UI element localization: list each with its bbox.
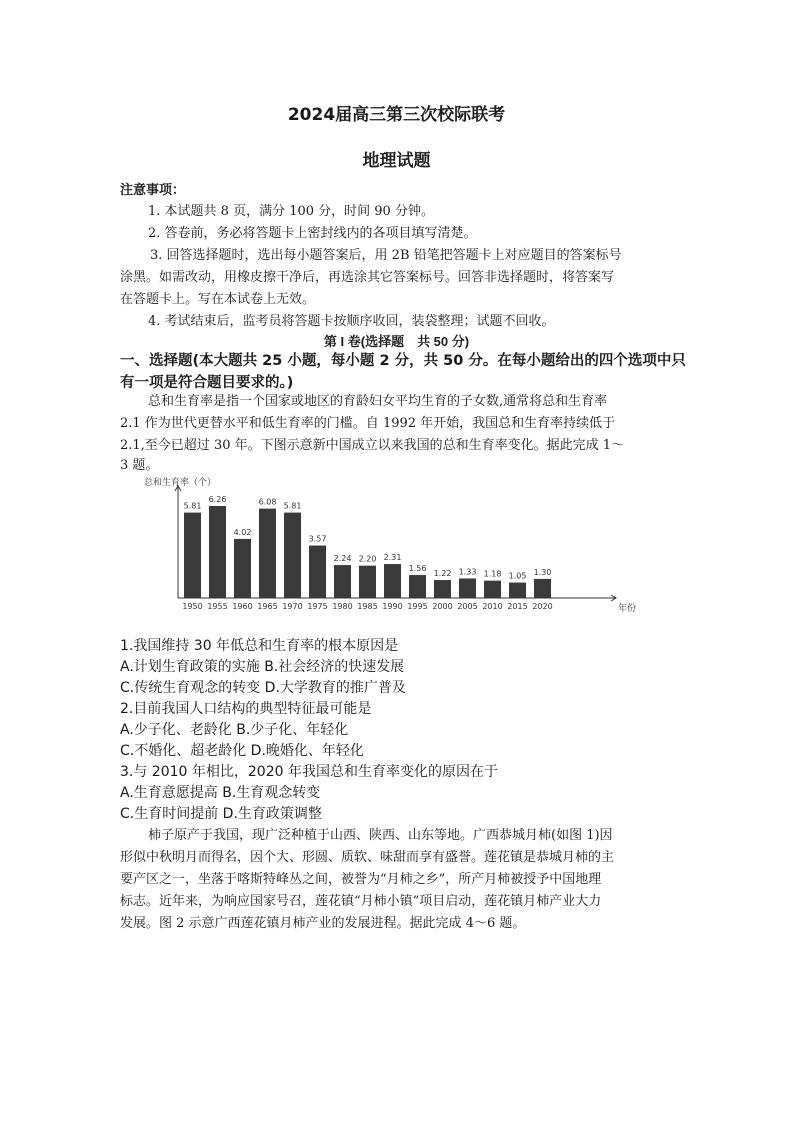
passage-line: 2.1,至今已超过 30 年。下图示意新中国成立以来我国的总和生育率变化。据此完成 1～ bbox=[120, 438, 625, 453]
passage-line: 标志。近年来，为响应国家号召，莲花镇“月柿小镇”项目启动，莲花镇月柿产业大力 bbox=[120, 894, 602, 909]
fertility-rate-chart bbox=[140, 472, 660, 622]
answer-options: A.计划生育政策的实施 B.社会经济的快速发展 bbox=[120, 659, 405, 675]
x-tick-label: 2020 bbox=[532, 602, 553, 611]
notice-heading: 注意事项： bbox=[120, 182, 186, 197]
x-tick-label: 1955 bbox=[207, 602, 228, 611]
bar-value-label: 2.20 bbox=[358, 554, 377, 564]
bar-1980 bbox=[334, 565, 351, 598]
x-tick-label: 2005 bbox=[457, 602, 478, 611]
answer-options: C.生育时间提前 D.生育政策调整 bbox=[120, 806, 322, 822]
bar-1970 bbox=[284, 513, 301, 598]
passage-line: 2.1 作为世代更替水平和低生育率的门槛。自 1992 年开始，我国总和生育率持续低于 bbox=[120, 416, 616, 431]
bar-value-label: 1.33 bbox=[458, 567, 477, 577]
bar-value-label: 1.30 bbox=[533, 567, 552, 577]
x-tick-label: 1995 bbox=[407, 602, 428, 611]
bar-2005 bbox=[459, 578, 476, 598]
notice-item: 3. 回答选择题时，选出每小题答案后，用 2B 铅笔把答题卡上对应题目的答案标号 bbox=[150, 248, 622, 263]
answer-options: A.少子化、老龄化 B.少子化、年轻化 bbox=[120, 722, 349, 738]
notice-item: 在答题卡上。写在本试卷上无效。 bbox=[120, 292, 316, 307]
section-heading-cont: 有一项是符合题目要求的。) bbox=[120, 375, 294, 391]
bar-2015 bbox=[509, 583, 526, 598]
bar-value-label: 5.81 bbox=[183, 501, 202, 511]
answer-options: C.不婚化、超老龄化 D.晚婚化、年轻化 bbox=[120, 743, 364, 759]
x-tick-label: 2010 bbox=[482, 602, 503, 611]
section-heading: 一、选择题(本大题共 25 小题，每小题 2 分，共 50 分。在每小题给出的四个选项中只 bbox=[120, 353, 686, 369]
passage-line: 3 题。 bbox=[120, 458, 159, 473]
x-tick-label: 2015 bbox=[507, 602, 528, 611]
bar-value-label: 1.05 bbox=[508, 571, 527, 581]
subject-title: 地理试题 bbox=[362, 151, 431, 171]
passage-line: 柿子原产于我国，现广泛种植于山西、陕西、山东等地。广西恭城月柿(如图 1)因 bbox=[148, 828, 613, 843]
passage-line: 发展。图 2 示意广西莲花镇月柿产业的发展进程。据此完成 4～6 题。 bbox=[120, 916, 526, 931]
passage-line: 形似中秋明月而得名，因个大、形圆、质软、味甜而享有盛誉。莲花镇是恭城月柿的主 bbox=[120, 850, 615, 865]
notice-item: 1. 本试题共 8 页，满分 100 分，时间 90 分钟。 bbox=[148, 204, 434, 219]
exam-title: 2024届高三第三次校际联考 bbox=[287, 105, 506, 125]
bar-value-label: 2.24 bbox=[333, 554, 352, 564]
bar-value-label: 2.31 bbox=[383, 553, 402, 563]
x-tick-label: 1970 bbox=[282, 602, 303, 611]
bar-value-label: 4.02 bbox=[233, 527, 252, 537]
bar-1975 bbox=[309, 546, 326, 598]
bar-1995 bbox=[409, 575, 426, 598]
notice-item: 2. 答卷前，务必将答题卡上密封线内的各项目填写清楚。 bbox=[148, 226, 477, 241]
question-stem: 3.与 2010 年相比，2020 年我国总和生育率变化的原因在于 bbox=[120, 764, 498, 780]
answer-options: A.生育意愿提高 B.生育观念转变 bbox=[120, 785, 321, 801]
x-tick-label: 1975 bbox=[307, 602, 328, 611]
bar-value-label: 3.57 bbox=[308, 534, 327, 544]
bar-value-label: 5.81 bbox=[283, 501, 302, 511]
question-stem: 2.目前我国人口结构的典型特征最可能是 bbox=[120, 701, 372, 717]
x-tick-label: 1990 bbox=[382, 602, 403, 611]
part-heading: 第 I 卷(选择题 共 50 分) bbox=[323, 334, 470, 349]
y-axis-label: 总和生育率（个） bbox=[144, 478, 217, 488]
passage-line: 要产区之一，坐落于喀斯特峰丛之间，被誉为“月柿之乡”，所产月柿被授予中国地理 bbox=[120, 872, 602, 887]
bar-2010 bbox=[484, 581, 501, 598]
answer-options: C.传统生育观念的转变 D.大学教育的推广普及 bbox=[120, 680, 406, 696]
x-tick-label: 1980 bbox=[332, 602, 353, 611]
question-stem: 1.我国维持 30 年低总和生育率的根本原因是 bbox=[120, 638, 399, 654]
bar-1950 bbox=[184, 513, 201, 598]
x-tick-label: 1960 bbox=[232, 602, 253, 611]
bar-2000 bbox=[434, 580, 451, 598]
x-axis-label: 年份 bbox=[618, 604, 637, 614]
bar-value-label: 6.08 bbox=[258, 497, 277, 507]
bar-value-label: 6.26 bbox=[208, 494, 227, 504]
passage-line: 总和生育率是指一个国家或地区的育龄妇女平均生育的子女数,通常将总和生育率 bbox=[148, 394, 608, 409]
bar-2020 bbox=[534, 579, 551, 598]
bar-1955 bbox=[209, 506, 226, 598]
notice-item: 涂黑。如需改动，用橡皮擦干净后，再选涂其它答案标号。回答非选择题时，将答案写 bbox=[120, 270, 615, 285]
x-tick-label: 1965 bbox=[257, 602, 278, 611]
notice-item: 4. 考试结束后，监考员将答题卡按顺序收回，装袋整理；试题不回收。 bbox=[148, 314, 555, 329]
x-tick-label: 1985 bbox=[357, 602, 378, 611]
bar-value-label: 1.22 bbox=[433, 569, 452, 579]
bar-value-label: 1.56 bbox=[408, 564, 427, 574]
bar-1985 bbox=[359, 566, 376, 598]
x-tick-label: 1950 bbox=[182, 602, 203, 611]
bar-1965 bbox=[259, 509, 276, 598]
x-tick-label: 2000 bbox=[432, 602, 453, 611]
bar-value-label: 1.18 bbox=[483, 569, 502, 579]
bar-1990 bbox=[384, 564, 401, 598]
bar-1960 bbox=[234, 539, 251, 598]
